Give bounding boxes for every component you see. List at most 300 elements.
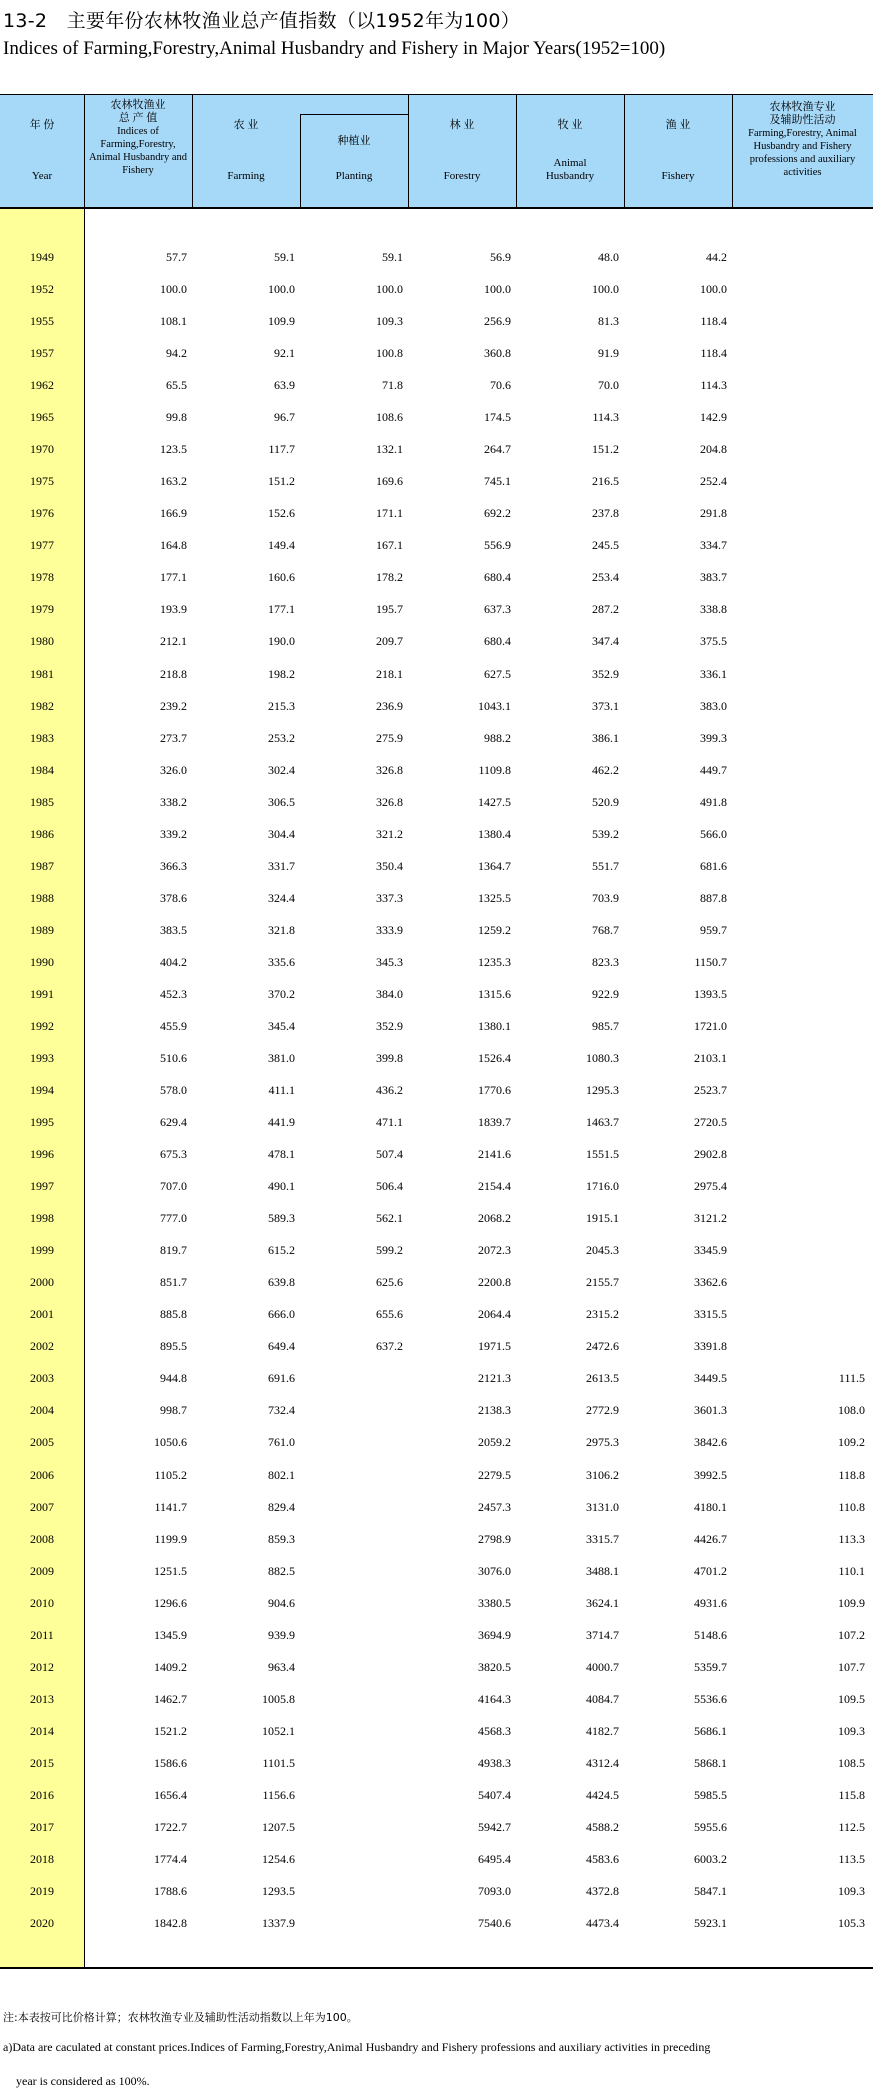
total-cell: 629.4 — [160, 1115, 187, 1129]
header-animal-en: Animal Husbandry — [545, 157, 595, 182]
header-planting-en: Planting — [335, 170, 373, 182]
total-cell: 166.9 — [160, 506, 187, 520]
fishery-cell: 334.7 — [700, 538, 727, 552]
table-row — [0, 1330, 873, 1362]
total-cell: 819.7 — [160, 1243, 187, 1257]
table-row — [0, 273, 873, 305]
table-row — [0, 1683, 873, 1715]
animal-cell: 4182.7 — [586, 1724, 619, 1738]
table-row — [0, 1138, 873, 1170]
farming-cell: 939.9 — [268, 1628, 295, 1642]
planting-cell: 471.1 — [376, 1115, 403, 1129]
year-cell: 2000 — [30, 1275, 54, 1289]
animal-cell: 4424.5 — [586, 1788, 619, 1802]
forestry-cell: 2154.4 — [478, 1179, 511, 1193]
header-total-output — [84, 95, 192, 207]
total-cell: 108.1 — [160, 314, 187, 328]
table-row — [0, 625, 873, 657]
farming-cell: 306.5 — [268, 795, 295, 809]
planting-cell: 506.4 — [376, 1179, 403, 1193]
year-cell: 1985 — [30, 795, 54, 809]
animal-cell: 386.1 — [592, 731, 619, 745]
fishery-cell: 3362.6 — [694, 1275, 727, 1289]
header-year-en: Year — [31, 170, 53, 182]
services-cell: 107.2 — [838, 1628, 865, 1642]
animal-cell: 253.4 — [592, 570, 619, 584]
table-row — [0, 1555, 873, 1587]
farming-cell: 1254.6 — [262, 1852, 295, 1866]
header-animal-cn: 牧 业 — [557, 119, 583, 131]
year-cell: 2019 — [30, 1884, 54, 1898]
year-cell: 1986 — [30, 827, 54, 841]
header-total-en: Indices of Farming,Forestry, Animal Husbandry and Fishery — [89, 126, 187, 176]
animal-cell: 3714.7 — [586, 1628, 619, 1642]
year-cell: 2018 — [30, 1852, 54, 1866]
table-row — [0, 241, 873, 273]
table-row — [0, 561, 873, 593]
forestry-cell: 1315.6 — [478, 987, 511, 1001]
forestry-cell: 1971.5 — [478, 1339, 511, 1353]
year-cell: 2005 — [30, 1435, 54, 1449]
planting-cell: 599.2 — [376, 1243, 403, 1257]
planting-cell: 637.2 — [376, 1339, 403, 1353]
year-cell: 1995 — [30, 1115, 54, 1129]
total-cell: 99.8 — [166, 410, 187, 424]
fishery-cell: 44.2 — [706, 250, 727, 264]
fishery-cell: 114.3 — [700, 378, 727, 392]
forestry-cell: 2200.8 — [478, 1275, 511, 1289]
animal-cell: 4312.4 — [586, 1756, 619, 1770]
forestry-cell: 627.5 — [484, 667, 511, 681]
fishery-cell: 100.0 — [700, 282, 727, 296]
planting-cell: 507.4 — [376, 1147, 403, 1161]
forestry-cell: 1364.7 — [478, 859, 511, 873]
forestry-cell: 2798.9 — [478, 1532, 511, 1546]
year-cell: 2020 — [30, 1916, 54, 1930]
header-forestry-en: Forestry — [443, 170, 481, 182]
total-cell: 1842.8 — [154, 1916, 187, 1930]
header-services-cn2: 及辅助性活动 — [769, 114, 836, 126]
farming-cell: 904.6 — [268, 1596, 295, 1610]
footnote-english: a)Data are caculated at constant prices.Indices of Farming,Forestry,Animal Husbandry and Fishery professions and auxiliary activities in preceding — [3, 2040, 711, 2054]
animal-cell: 4084.7 — [586, 1692, 619, 1706]
forestry-cell: 4938.3 — [478, 1756, 511, 1770]
forestry-cell: 692.2 — [484, 506, 511, 520]
fishery-cell: 3449.5 — [694, 1371, 727, 1385]
planting-cell: 321.2 — [376, 827, 403, 841]
header-farming-cn: 农 业 — [233, 119, 259, 131]
fishery-cell: 3345.9 — [694, 1243, 727, 1257]
year-cell: 1962 — [30, 378, 54, 392]
total-cell: 777.0 — [160, 1211, 187, 1225]
planting-cell: 100.8 — [376, 346, 403, 360]
services-cell: 108.0 — [838, 1403, 865, 1417]
farming-cell: 117.7 — [268, 442, 295, 456]
fishery-cell: 142.9 — [700, 410, 727, 424]
animal-cell: 520.9 — [592, 795, 619, 809]
fishery-cell: 2103.1 — [694, 1051, 727, 1065]
animal-cell: 1551.5 — [586, 1147, 619, 1161]
animal-cell: 91.9 — [598, 346, 619, 360]
total-cell: 57.7 — [166, 250, 187, 264]
total-cell: 383.5 — [160, 923, 187, 937]
fishery-cell: 338.8 — [700, 602, 727, 616]
table-row — [0, 1426, 873, 1458]
year-cell: 1990 — [30, 955, 54, 969]
animal-cell: 4583.6 — [586, 1852, 619, 1866]
table-row — [0, 529, 873, 561]
total-cell: 455.9 — [160, 1019, 187, 1033]
forestry-cell: 1380.4 — [478, 827, 511, 841]
farming-cell: 666.0 — [268, 1307, 295, 1321]
table-row — [0, 914, 873, 946]
planting-cell: 178.2 — [376, 570, 403, 584]
animal-cell: 2772.9 — [586, 1403, 619, 1417]
planting-cell: 100.0 — [376, 282, 403, 296]
fishery-cell: 449.7 — [700, 763, 727, 777]
fishery-cell: 959.7 — [700, 923, 727, 937]
table-row — [0, 305, 873, 337]
planting-cell: 384.0 — [376, 987, 403, 1001]
year-cell: 1982 — [30, 699, 54, 713]
table-row — [0, 369, 873, 401]
year-cell: 1980 — [30, 634, 54, 648]
animal-cell: 3488.1 — [586, 1564, 619, 1578]
animal-cell: 1463.7 — [586, 1115, 619, 1129]
year-cell: 1992 — [30, 1019, 54, 1033]
year-cell: 2013 — [30, 1692, 54, 1706]
animal-cell: 1915.1 — [586, 1211, 619, 1225]
table-header-rule — [0, 207, 873, 209]
table-row — [0, 1202, 873, 1234]
farming-cell: 1337.9 — [262, 1916, 295, 1930]
forestry-cell: 2141.6 — [478, 1147, 511, 1161]
year-cell: 1993 — [30, 1051, 54, 1065]
forestry-cell: 1259.2 — [478, 923, 511, 937]
farming-cell: 381.0 — [268, 1051, 295, 1065]
forestry-cell: 4164.3 — [478, 1692, 511, 1706]
table-row — [0, 1234, 873, 1266]
fishery-cell: 252.4 — [700, 474, 727, 488]
planting-cell: 625.6 — [376, 1275, 403, 1289]
year-cell: 1994 — [30, 1083, 54, 1097]
fishery-cell: 399.3 — [700, 731, 727, 745]
farming-cell: 304.4 — [268, 827, 295, 841]
planting-cell: 71.8 — [382, 378, 403, 392]
farming-cell: 478.1 — [268, 1147, 295, 1161]
fishery-cell: 1150.7 — [694, 955, 727, 969]
forestry-cell: 7540.6 — [478, 1916, 511, 1930]
table-row — [0, 1298, 873, 1330]
total-cell: 273.7 — [160, 731, 187, 745]
fishery-cell: 5686.1 — [694, 1724, 727, 1738]
header-total-cn1: 农林牧渔业 — [110, 99, 166, 111]
total-cell: 239.2 — [160, 699, 187, 713]
header-animal-husbandry — [516, 95, 624, 207]
table-row — [0, 1170, 873, 1202]
total-cell: 123.5 — [160, 442, 187, 456]
forestry-cell: 1427.5 — [478, 795, 511, 809]
forestry-cell: 2279.5 — [478, 1468, 511, 1482]
total-cell: 1251.5 — [154, 1564, 187, 1578]
farming-cell: 882.5 — [268, 1564, 295, 1578]
animal-cell: 2155.7 — [586, 1275, 619, 1289]
forestry-cell: 1109.8 — [478, 763, 511, 777]
farming-cell: 1207.5 — [262, 1820, 295, 1834]
header-services-cn1: 农林牧渔专业 — [769, 101, 836, 113]
table-row — [0, 401, 873, 433]
animal-cell: 922.9 — [592, 987, 619, 1001]
fishery-cell: 5847.1 — [694, 1884, 727, 1898]
fishery-cell: 3315.5 — [694, 1307, 727, 1321]
animal-cell: 347.4 — [592, 634, 619, 648]
animal-cell: 3624.1 — [586, 1596, 619, 1610]
fishery-cell: 1721.0 — [694, 1019, 727, 1033]
farming-cell: 639.8 — [268, 1275, 295, 1289]
fishery-cell: 5359.7 — [694, 1660, 727, 1674]
fishery-cell: 887.8 — [700, 891, 727, 905]
table-row — [0, 1619, 873, 1651]
farming-cell: 691.6 — [268, 1371, 295, 1385]
services-cell: 113.3 — [838, 1532, 865, 1546]
forestry-cell: 264.7 — [484, 442, 511, 456]
fishery-cell: 6003.2 — [694, 1852, 727, 1866]
animal-cell: 151.2 — [592, 442, 619, 456]
total-cell: 326.0 — [160, 763, 187, 777]
fishery-cell: 3391.8 — [694, 1339, 727, 1353]
services-cell: 105.3 — [838, 1916, 865, 1930]
forestry-cell: 100.0 — [484, 282, 511, 296]
animal-cell: 216.5 — [592, 474, 619, 488]
animal-cell: 81.3 — [598, 314, 619, 328]
farming-cell: 589.3 — [268, 1211, 295, 1225]
table-row — [0, 1362, 873, 1394]
farming-cell: 100.0 — [268, 282, 295, 296]
table-row — [0, 1010, 873, 1042]
total-cell: 675.3 — [160, 1147, 187, 1161]
year-cell: 2011 — [30, 1628, 54, 1642]
farming-cell: 490.1 — [268, 1179, 295, 1193]
planting-cell: 169.6 — [376, 474, 403, 488]
total-cell: 65.5 — [166, 378, 187, 392]
animal-cell: 4372.8 — [586, 1884, 619, 1898]
table-row — [0, 1715, 873, 1747]
header-year — [0, 95, 84, 207]
fishery-cell: 1393.5 — [694, 987, 727, 1001]
services-cell: 108.5 — [838, 1756, 865, 1770]
farming-cell: 92.1 — [274, 346, 295, 360]
farming-cell: 1156.6 — [262, 1788, 295, 1802]
forestry-cell: 2138.3 — [478, 1403, 511, 1417]
planting-cell: 59.1 — [382, 250, 403, 264]
animal-cell: 48.0 — [598, 250, 619, 264]
fishery-cell: 4180.1 — [694, 1500, 727, 1514]
year-cell: 2006 — [30, 1468, 54, 1482]
animal-cell: 100.0 — [592, 282, 619, 296]
animal-cell: 551.7 — [592, 859, 619, 873]
table-row — [0, 786, 873, 818]
year-cell: 1991 — [30, 987, 54, 1001]
forestry-cell: 360.8 — [484, 346, 511, 360]
table-bottom-rule — [0, 1967, 873, 1969]
fishery-cell: 375.5 — [700, 634, 727, 648]
fishery-cell: 3992.5 — [694, 1468, 727, 1482]
table-row — [0, 818, 873, 850]
fishery-cell: 118.4 — [700, 346, 727, 360]
forestry-cell: 637.3 — [484, 602, 511, 616]
year-cell: 2001 — [30, 1307, 54, 1321]
table-row — [0, 497, 873, 529]
farming-cell: 1005.8 — [262, 1692, 295, 1706]
header-farming — [192, 95, 300, 207]
year-cell: 1984 — [30, 763, 54, 777]
year-cell: 2010 — [30, 1596, 54, 1610]
forestry-cell: 174.5 — [484, 410, 511, 424]
services-cell: 115.8 — [838, 1788, 865, 1802]
header-planting — [300, 115, 408, 207]
farming-cell: 177.1 — [268, 602, 295, 616]
fishery-cell: 2720.5 — [694, 1115, 727, 1129]
year-cell: 2003 — [30, 1371, 54, 1385]
fishery-cell: 336.1 — [700, 667, 727, 681]
forestry-cell: 745.1 — [484, 474, 511, 488]
animal-cell: 352.9 — [592, 667, 619, 681]
table-row — [0, 465, 873, 497]
table-row — [0, 1106, 873, 1138]
total-cell: 193.9 — [160, 602, 187, 616]
animal-cell: 4473.4 — [586, 1916, 619, 1930]
fishery-cell: 3121.2 — [694, 1211, 727, 1225]
year-cell: 2008 — [30, 1532, 54, 1546]
year-cell: 1970 — [30, 442, 54, 456]
animal-cell: 2315.2 — [586, 1307, 619, 1321]
year-cell: 2007 — [30, 1500, 54, 1514]
animal-cell: 70.0 — [598, 378, 619, 392]
total-cell: 1774.4 — [154, 1852, 187, 1866]
year-cell: 1987 — [30, 859, 54, 873]
total-cell: 1462.7 — [154, 1692, 187, 1706]
table-row — [0, 1747, 873, 1779]
year-cell: 1989 — [30, 923, 54, 937]
year-cell: 1949 — [30, 250, 54, 264]
year-cell: 2016 — [30, 1788, 54, 1802]
total-cell: 1521.2 — [154, 1724, 187, 1738]
forestry-cell: 1526.4 — [478, 1051, 511, 1065]
total-cell: 1199.9 — [154, 1532, 187, 1546]
forestry-cell: 988.2 — [484, 731, 511, 745]
farming-cell: 63.9 — [274, 378, 295, 392]
year-cell: 2009 — [30, 1564, 54, 1578]
farming-cell: 302.4 — [268, 763, 295, 777]
table-row — [0, 1843, 873, 1875]
year-cell: 1975 — [30, 474, 54, 488]
fishery-cell: 491.8 — [700, 795, 727, 809]
fishery-cell: 5923.1 — [694, 1916, 727, 1930]
header-total-cn2: 总 产 值 — [118, 112, 158, 124]
farming-cell: 963.4 — [268, 1660, 295, 1674]
fishery-cell: 291.8 — [700, 506, 727, 520]
year-cell: 1952 — [30, 282, 54, 296]
farming-cell: 59.1 — [274, 250, 295, 264]
header-planting-cn: 种植业 — [337, 135, 371, 147]
table-row — [0, 722, 873, 754]
forestry-cell: 3380.5 — [478, 1596, 511, 1610]
services-cell: 107.7 — [838, 1660, 865, 1674]
total-cell: 164.8 — [160, 538, 187, 552]
forestry-cell: 2059.2 — [478, 1435, 511, 1449]
forestry-cell: 1770.6 — [478, 1083, 511, 1097]
total-cell: 452.3 — [160, 987, 187, 1001]
table-row — [0, 690, 873, 722]
fishery-cell: 383.0 — [700, 699, 727, 713]
planting-cell: 655.6 — [376, 1307, 403, 1321]
animal-cell: 114.3 — [592, 410, 619, 424]
services-cell: 109.3 — [838, 1884, 865, 1898]
total-cell: 1141.7 — [154, 1500, 187, 1514]
total-cell: 707.0 — [160, 1179, 187, 1193]
forestry-cell: 3694.9 — [478, 1628, 511, 1642]
forestry-cell: 680.4 — [484, 634, 511, 648]
animal-cell: 4588.2 — [586, 1820, 619, 1834]
fishery-cell: 2523.7 — [694, 1083, 727, 1097]
animal-cell: 768.7 — [592, 923, 619, 937]
fishery-cell: 3842.6 — [694, 1435, 727, 1449]
planting-cell: 399.8 — [376, 1051, 403, 1065]
planting-cell: 562.1 — [376, 1211, 403, 1225]
total-cell: 1105.2 — [154, 1468, 187, 1482]
year-cell: 2017 — [30, 1820, 54, 1834]
total-cell: 218.8 — [160, 667, 187, 681]
planting-cell: 109.3 — [376, 314, 403, 328]
table-row — [0, 850, 873, 882]
fishery-cell: 5955.6 — [694, 1820, 727, 1834]
forestry-cell: 3076.0 — [478, 1564, 511, 1578]
planting-cell: 352.9 — [376, 1019, 403, 1033]
services-cell: 109.5 — [838, 1692, 865, 1706]
year-cell: 2002 — [30, 1339, 54, 1353]
forestry-cell: 7093.0 — [478, 1884, 511, 1898]
total-cell: 378.6 — [160, 891, 187, 905]
year-cell: 1983 — [30, 731, 54, 745]
farming-cell: 152.6 — [268, 506, 295, 520]
farming-cell: 732.4 — [268, 1403, 295, 1417]
footnote-chinese: 注:本表按可比价格计算；农林牧渔专业及辅助性活动指数以上年为100。 — [3, 2011, 358, 2024]
table-row — [0, 1266, 873, 1298]
year-cell: 1997 — [30, 1179, 54, 1193]
total-cell: 100.0 — [160, 282, 187, 296]
table-row — [0, 1074, 873, 1106]
table-row — [0, 1811, 873, 1843]
fishery-cell: 2902.8 — [694, 1147, 727, 1161]
year-cell: 1981 — [30, 667, 54, 681]
fishery-cell: 566.0 — [700, 827, 727, 841]
fishery-cell: 681.6 — [700, 859, 727, 873]
animal-cell: 1080.3 — [586, 1051, 619, 1065]
forestry-cell: 680.4 — [484, 570, 511, 584]
forestry-cell: 4568.3 — [478, 1724, 511, 1738]
forestry-cell: 1043.1 — [478, 699, 511, 713]
year-cell: 1999 — [30, 1243, 54, 1257]
year-cell: 1976 — [30, 506, 54, 520]
total-cell: 1586.6 — [154, 1756, 187, 1770]
total-cell: 94.2 — [166, 346, 187, 360]
year-cell: 2014 — [30, 1724, 54, 1738]
farming-cell: 190.0 — [268, 634, 295, 648]
forestry-cell: 1380.1 — [478, 1019, 511, 1033]
table-row — [0, 754, 873, 786]
table-row — [0, 1042, 873, 1074]
fishery-cell: 2975.4 — [694, 1179, 727, 1193]
